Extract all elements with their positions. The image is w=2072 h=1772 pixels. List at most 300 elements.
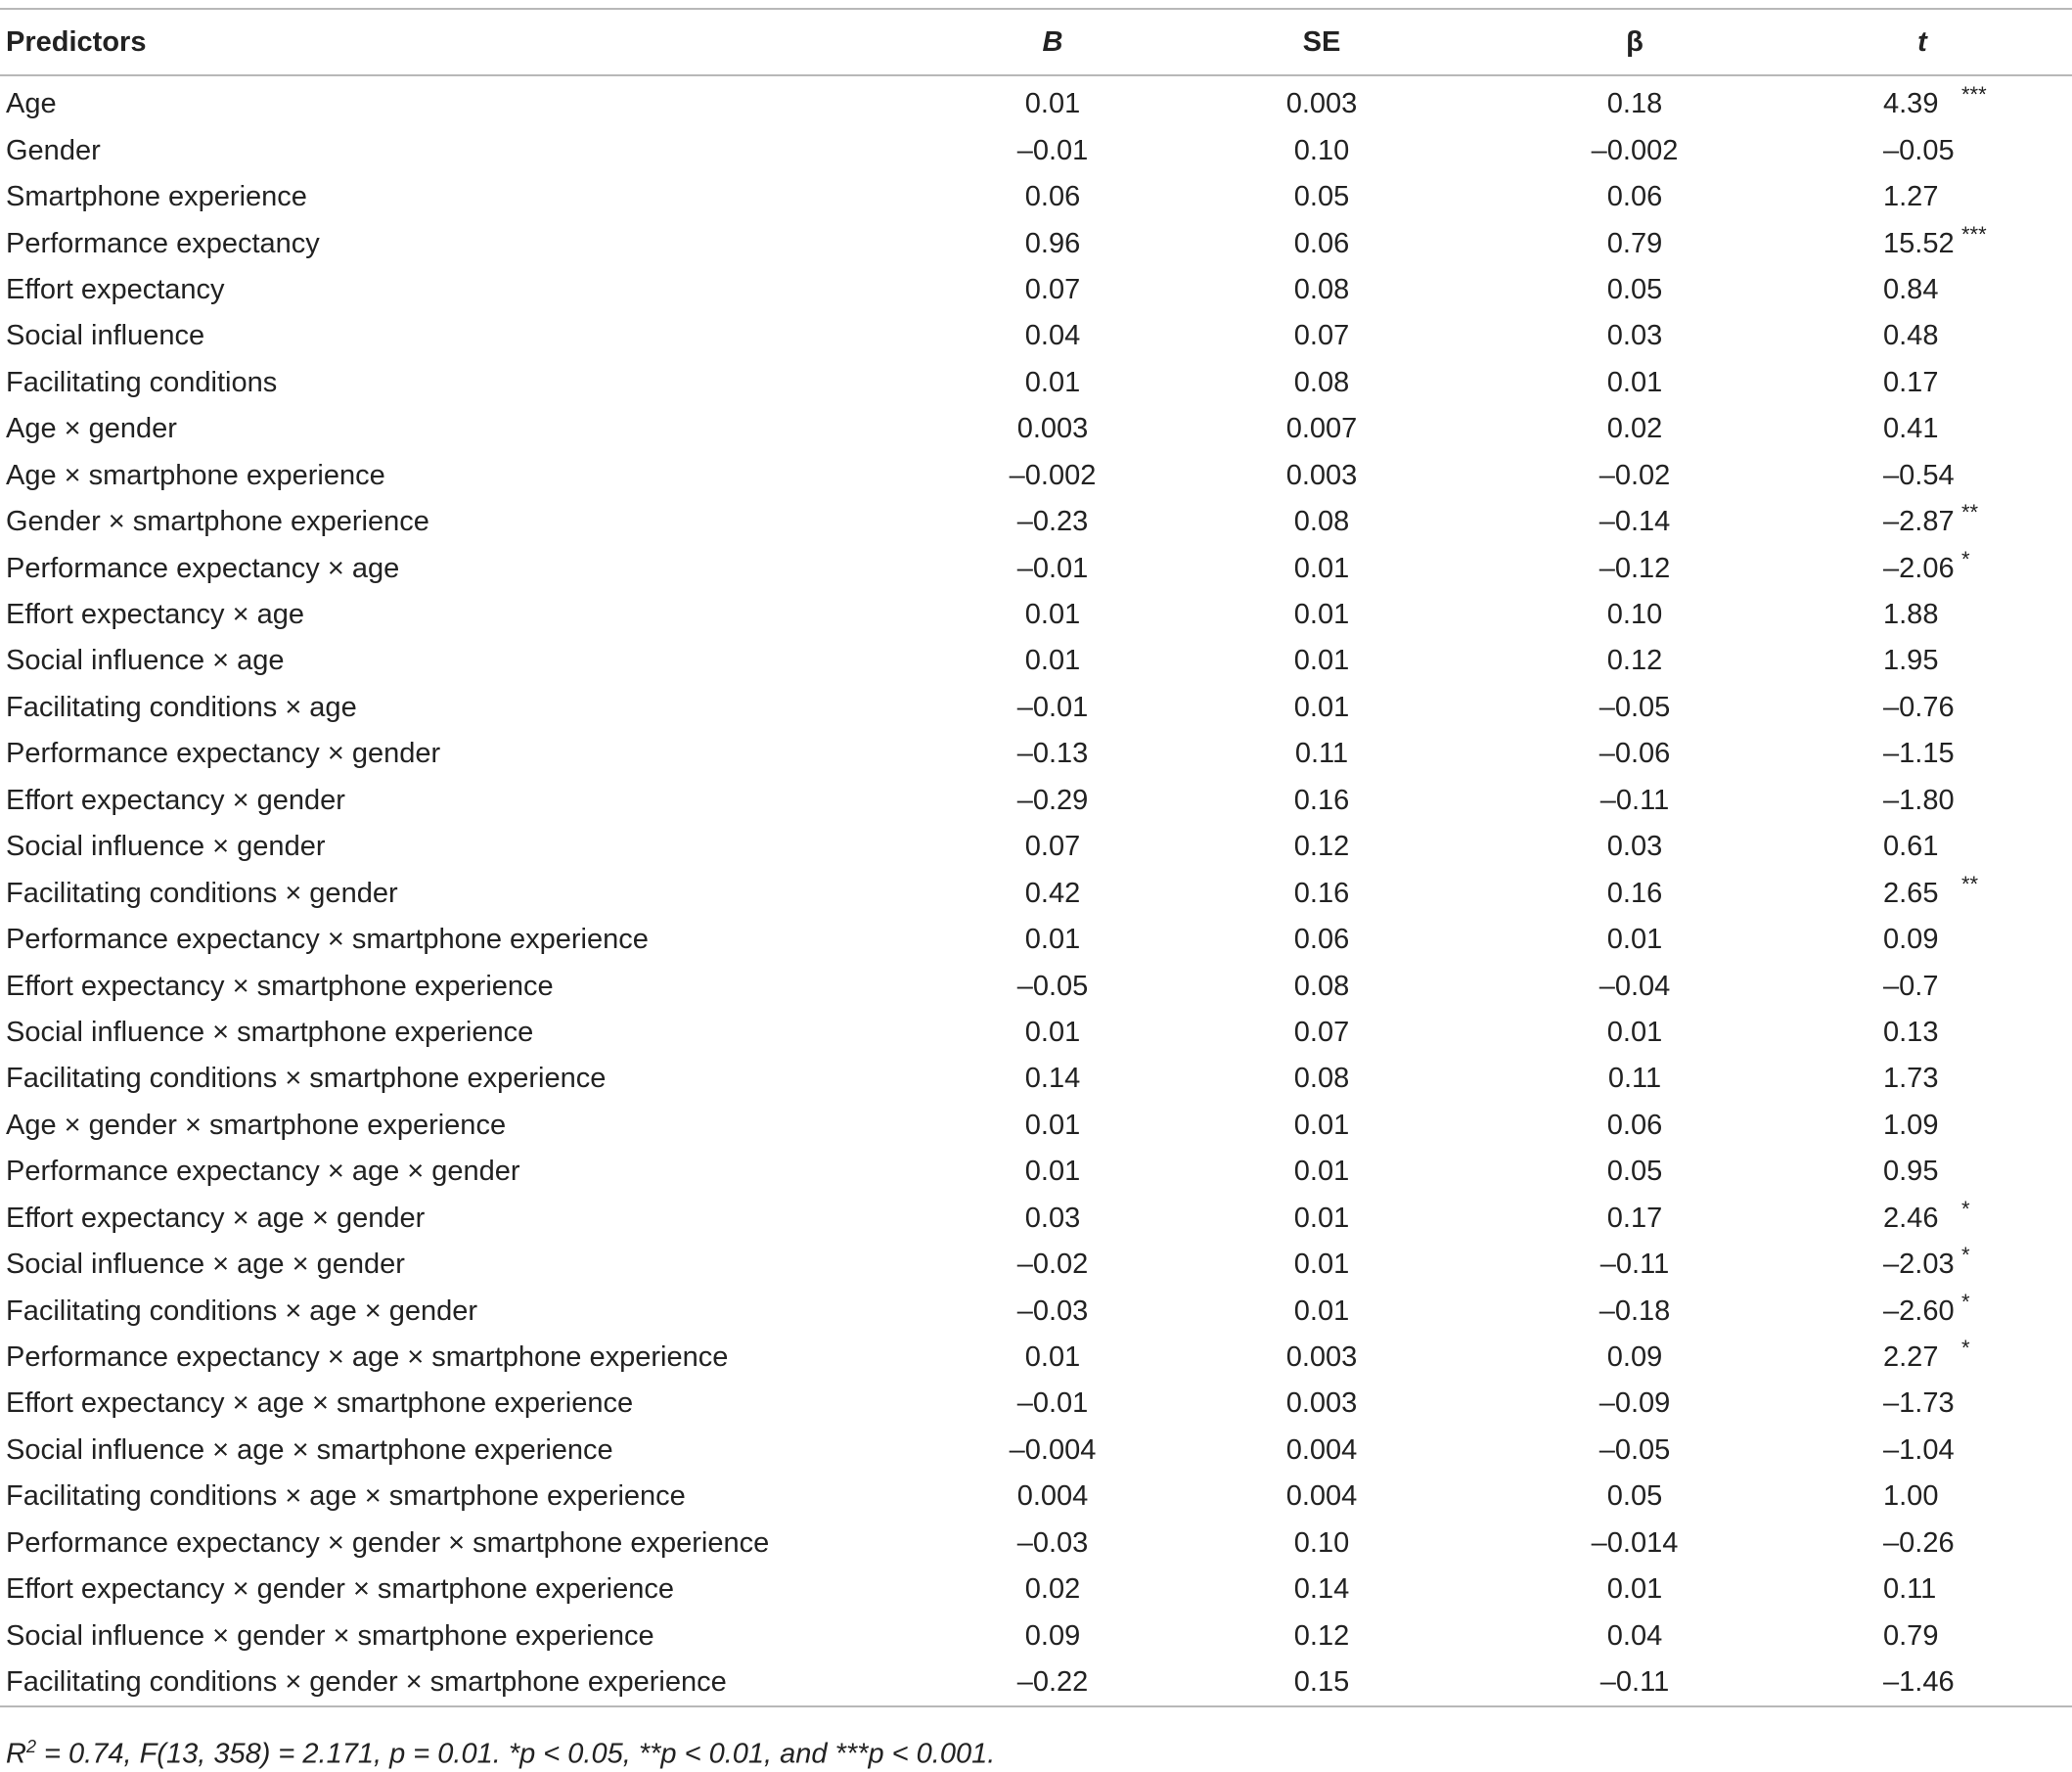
cell-predictor: Social influence × smartphone experience: [6, 1016, 534, 1048]
cell-se: 0.01: [1293, 599, 1350, 631]
cell-beta: 0.16: [1606, 877, 1663, 909]
cell-t: [1767, 499, 2072, 545]
cell-b: 0.01: [1024, 366, 1081, 398]
cell-b: 0.07: [1024, 273, 1081, 305]
cell-b: 0.01: [1024, 924, 1081, 956]
t-value: –1.15: [1883, 738, 1955, 770]
t-value: 2.65: [1883, 877, 1939, 909]
significance-marker: ***: [1961, 82, 1987, 108]
cell-b: –0.03: [1016, 1295, 1089, 1327]
table-row: [0, 917, 2072, 963]
cell-se: 0.01: [1293, 1202, 1350, 1234]
cell-b: 0.01: [1024, 88, 1081, 120]
cell-predictor: Age: [6, 88, 57, 120]
cell-b: 0.06: [1024, 181, 1081, 213]
cell-predictor: Facilitating conditions: [6, 366, 278, 398]
t-value-wrap: [1883, 1620, 1961, 1653]
t-value: 1.09: [1883, 1109, 1939, 1141]
cell-beta: 0.03: [1606, 320, 1663, 352]
header-predictors: Predictors: [6, 25, 147, 58]
cell-beta: –0.05: [1599, 691, 1671, 723]
table-row: [0, 592, 2072, 638]
header-se: SE: [1302, 25, 1341, 58]
cell-se: 0.08: [1293, 970, 1350, 1002]
cell-t: [1767, 1381, 2072, 1427]
t-value-wrap: [1883, 1573, 1961, 1606]
cell-predictor: Performance expectancy × age: [6, 552, 400, 584]
t-value-wrap: [1883, 367, 1961, 399]
t-value-wrap: [1883, 1434, 1961, 1467]
cell-b: 0.96: [1024, 227, 1081, 259]
t-value: 0.41: [1883, 413, 1939, 445]
cell-b: 0.003: [1016, 413, 1089, 445]
table-row: [0, 1196, 2072, 1242]
cell-se: 0.11: [1294, 738, 1349, 770]
header-b: B: [1042, 25, 1063, 58]
t-value-wrap: [1883, 1063, 1961, 1095]
cell-t: [1767, 1242, 2072, 1288]
t-value-wrap: [1883, 460, 1961, 492]
cell-t: [1767, 545, 2072, 591]
table-row: [0, 1521, 2072, 1567]
table-row: [0, 1149, 2072, 1195]
cell-beta: –0.02: [1599, 459, 1671, 491]
header-t: t: [1917, 25, 1927, 58]
table-row: [0, 963, 2072, 1009]
cell-beta: 0.17: [1606, 1202, 1663, 1234]
cell-se: 0.007: [1285, 413, 1358, 445]
table-row: [0, 360, 2072, 406]
cell-se: 0.004: [1285, 1433, 1358, 1466]
t-value: –0.05: [1883, 134, 1955, 166]
table-row: [0, 75, 2072, 127]
table-row: [0, 1428, 2072, 1474]
footnote-r-symbol: R: [6, 1738, 26, 1770]
cell-predictor: Performance expectancy × age × gender: [6, 1156, 520, 1188]
cell-beta: –0.14: [1599, 506, 1671, 538]
t-value-wrap: [1883, 221, 1987, 260]
cell-b: –0.01: [1016, 552, 1089, 584]
t-value: 2.27: [1883, 1341, 1939, 1374]
t-value-wrap: [1883, 413, 1961, 445]
cell-beta: 0.01: [1606, 1573, 1663, 1606]
table-row: [0, 1381, 2072, 1427]
table-row: [0, 1474, 2072, 1520]
cell-predictor: Social influence × gender × smartphone experience: [6, 1619, 654, 1652]
cell-t: [1767, 406, 2072, 452]
t-value: –0.7: [1883, 970, 1939, 1002]
cell-t: [1767, 917, 2072, 963]
cell-b: 0.02: [1024, 1573, 1081, 1606]
cell-b: –0.002: [1009, 459, 1097, 491]
t-value-wrap: [1883, 1156, 1961, 1188]
cell-se: 0.15: [1293, 1666, 1350, 1699]
cell-predictor: Smartphone experience: [6, 181, 307, 213]
table-row: [0, 313, 2072, 359]
table-row: [0, 778, 2072, 824]
cell-b: –0.23: [1016, 506, 1089, 538]
cell-t: [1767, 1103, 2072, 1149]
cell-b: –0.02: [1016, 1249, 1089, 1281]
cell-b: 0.04: [1024, 320, 1081, 352]
cell-beta: 0.05: [1606, 273, 1663, 305]
cell-t: [1767, 1428, 2072, 1474]
cell-predictor: Facilitating conditions × age × smartphone experience: [6, 1480, 686, 1513]
cell-beta: 0.10: [1606, 599, 1663, 631]
cell-beta: –0.002: [1591, 134, 1679, 166]
t-value: –0.76: [1883, 691, 1955, 723]
cell-beta: –0.09: [1599, 1387, 1671, 1420]
cell-se: 0.003: [1285, 1341, 1358, 1374]
cell-t: [1767, 1010, 2072, 1056]
table-row: [0, 545, 2072, 591]
cell-se: 0.004: [1285, 1480, 1358, 1513]
table-row: [0, 453, 2072, 499]
cell-predictor: Performance expectancy × gender: [6, 738, 441, 770]
cell-predictor: Performance expectancy × smartphone experience: [6, 924, 649, 956]
cell-beta: 0.03: [1606, 831, 1663, 863]
cell-se: 0.05: [1293, 181, 1350, 213]
t-value: 1.73: [1883, 1063, 1939, 1095]
t-value-wrap: [1883, 871, 1979, 910]
cell-predictor: Facilitating conditions × gender: [6, 877, 398, 909]
t-value: –1.46: [1883, 1666, 1955, 1699]
table-footnote: [6, 1737, 995, 1771]
cell-t: [1767, 174, 2072, 220]
cell-beta: 0.01: [1606, 1016, 1663, 1048]
table-row: [0, 499, 2072, 545]
significance-marker: *: [1961, 546, 1970, 571]
cell-predictor: Social influence × age: [6, 645, 285, 677]
t-value-wrap: [1883, 785, 1961, 817]
t-value-wrap: [1883, 1110, 1961, 1142]
cell-t: [1767, 1613, 2072, 1658]
cell-predictor: Social influence: [6, 320, 205, 352]
footnote-text: = 0.74, F(13, 358) = 2.171, p = 0.01. *p < 0.05, **p < 0.01, and ***p < 0.001.: [35, 1738, 996, 1770]
cell-se: 0.08: [1293, 366, 1350, 398]
cell-predictor: Facilitating conditions × gender × smartphone experience: [6, 1666, 727, 1699]
t-value: 0.11: [1883, 1573, 1937, 1606]
t-value-wrap: [1883, 1666, 1961, 1699]
table-row: [0, 267, 2072, 313]
cell-beta: –0.11: [1599, 1249, 1670, 1281]
t-value: 1.27: [1883, 181, 1939, 213]
cell-b: 0.42: [1024, 877, 1081, 909]
cell-t: [1767, 870, 2072, 916]
cell-predictor: Effort expectancy × gender × smartphone experience: [6, 1573, 675, 1606]
cell-beta: 0.05: [1606, 1480, 1663, 1513]
cell-t: [1767, 638, 2072, 684]
cell-t: [1767, 313, 2072, 359]
cell-t: [1767, 267, 2072, 313]
cell-beta: –0.12: [1599, 552, 1671, 584]
cell-se: 0.08: [1293, 273, 1350, 305]
cell-beta: 0.06: [1606, 181, 1663, 213]
t-value-wrap: [1883, 692, 1961, 724]
t-value: –0.26: [1883, 1526, 1955, 1559]
t-value: 2.46: [1883, 1202, 1939, 1234]
cell-b: 0.01: [1024, 1341, 1081, 1374]
t-value-wrap: [1883, 181, 1961, 213]
cell-se: 0.08: [1293, 1063, 1350, 1095]
cell-t: [1767, 731, 2072, 777]
t-value: 0.13: [1883, 1016, 1939, 1048]
table-row: [0, 685, 2072, 731]
t-value: –2.87: [1883, 506, 1955, 538]
cell-predictor: Social influence × gender: [6, 831, 326, 863]
table-body: [0, 75, 2072, 1706]
t-value-wrap: [1883, 924, 1961, 956]
cell-se: 0.06: [1293, 924, 1350, 956]
cell-b: 0.01: [1024, 1156, 1081, 1188]
t-value: 0.17: [1883, 366, 1939, 398]
cell-b: 0.01: [1024, 1016, 1081, 1048]
cell-b: –0.01: [1016, 691, 1089, 723]
cell-predictor: Age × smartphone experience: [6, 459, 385, 491]
cell-t: [1767, 1288, 2072, 1334]
table-row: [0, 870, 2072, 916]
table-row: [0, 1335, 2072, 1381]
cell-se: 0.01: [1293, 645, 1350, 677]
table-row: [0, 1103, 2072, 1149]
cell-se: 0.08: [1293, 506, 1350, 538]
t-value: 15.52: [1883, 227, 1955, 259]
t-value-wrap: [1883, 645, 1961, 677]
t-value-wrap: [1883, 1480, 1961, 1513]
cell-se: 0.003: [1285, 1387, 1358, 1420]
significance-marker: *: [1961, 1289, 1970, 1314]
cell-beta: –0.014: [1591, 1526, 1679, 1559]
cell-predictor: Facilitating conditions × smartphone experience: [6, 1063, 607, 1095]
cell-b: –0.13: [1016, 738, 1089, 770]
t-value-wrap: [1883, 1017, 1961, 1049]
cell-b: –0.29: [1016, 784, 1089, 816]
t-value-wrap: [1883, 831, 1961, 863]
table-row: [0, 1613, 2072, 1658]
cell-predictor: Effort expectancy × age × smartphone experience: [6, 1387, 634, 1420]
footnote-r-exponent: 2: [25, 1737, 36, 1756]
t-value-wrap: [1883, 1527, 1961, 1560]
table-row: [0, 1288, 2072, 1334]
cell-b: 0.01: [1024, 645, 1081, 677]
t-value: –2.60: [1883, 1295, 1955, 1327]
cell-predictor: Effort expectancy × gender: [6, 784, 345, 816]
table-row: [0, 1567, 2072, 1613]
regression-table: [0, 8, 2072, 1707]
cell-predictor: Social influence × age × smartphone experience: [6, 1433, 613, 1466]
significance-marker: ***: [1961, 221, 1987, 247]
cell-se: 0.01: [1293, 1249, 1350, 1281]
table-row: [0, 406, 2072, 452]
table-row: [0, 731, 2072, 777]
cell-t: [1767, 220, 2072, 266]
table-row: [0, 174, 2072, 220]
cell-se: 0.06: [1293, 227, 1350, 259]
table-row: [0, 638, 2072, 684]
cell-b: 0.07: [1024, 831, 1081, 863]
header-beta: β: [1626, 25, 1644, 58]
cell-se: 0.12: [1293, 1619, 1350, 1652]
cell-b: 0.09: [1024, 1619, 1081, 1652]
cell-t: [1767, 1335, 2072, 1381]
cell-b: 0.03: [1024, 1202, 1081, 1234]
cell-beta: 0.18: [1606, 88, 1663, 120]
significance-marker: *: [1961, 1336, 1970, 1361]
cell-t: [1767, 75, 2072, 127]
table-row: [0, 127, 2072, 173]
t-value-wrap: [1883, 599, 1961, 631]
cell-b: –0.05: [1016, 970, 1089, 1002]
cell-beta: 0.01: [1606, 366, 1663, 398]
t-value: –1.73: [1883, 1387, 1955, 1420]
cell-predictor: Effort expectancy × age: [6, 599, 304, 631]
cell-t: [1767, 592, 2072, 638]
t-value-wrap: [1883, 82, 1987, 120]
table-row: [0, 1010, 2072, 1056]
cell-predictor: Effort expectancy × age × gender: [6, 1202, 426, 1234]
cell-predictor: Facilitating conditions × age: [6, 691, 357, 723]
cell-predictor: Performance expectancy: [6, 227, 320, 259]
significance-marker: **: [1961, 871, 1979, 896]
cell-se: 0.14: [1293, 1573, 1350, 1606]
cell-predictor: Effort expectancy: [6, 273, 225, 305]
cell-predictor: Gender: [6, 134, 101, 166]
cell-t: [1767, 1567, 2072, 1613]
cell-predictor: Performance expectancy × age × smartphone experience: [6, 1341, 729, 1374]
table-row: [0, 220, 2072, 266]
cell-predictor: Social influence × age × gender: [6, 1249, 405, 1281]
cell-se: 0.01: [1293, 1156, 1350, 1188]
cell-t: [1767, 127, 2072, 173]
cell-se: 0.01: [1293, 552, 1350, 584]
cell-b: 0.14: [1024, 1063, 1081, 1095]
t-value: –1.04: [1883, 1433, 1955, 1466]
t-value-wrap: [1883, 1196, 1970, 1235]
cell-predictor: Gender × smartphone experience: [6, 506, 429, 538]
cell-t: [1767, 685, 2072, 731]
cell-b: 0.004: [1016, 1480, 1089, 1513]
cell-beta: –0.04: [1599, 970, 1671, 1002]
cell-se: 0.01: [1293, 691, 1350, 723]
cell-t: [1767, 453, 2072, 499]
cell-beta: 0.01: [1606, 924, 1663, 956]
cell-beta: –0.18: [1599, 1295, 1671, 1327]
t-value-wrap: [1883, 135, 1961, 167]
cell-beta: 0.02: [1606, 413, 1663, 445]
table-row: [0, 824, 2072, 870]
t-value: –2.06: [1883, 552, 1955, 584]
t-value-wrap: [1883, 1289, 1970, 1328]
cell-se: 0.07: [1293, 320, 1350, 352]
t-value: 0.95: [1883, 1156, 1939, 1188]
cell-b: –0.01: [1016, 1387, 1089, 1420]
cell-se: 0.10: [1293, 1526, 1350, 1559]
cell-t: [1767, 1149, 2072, 1195]
t-value-wrap: [1883, 320, 1961, 352]
cell-t: [1767, 1521, 2072, 1567]
cell-beta: –0.06: [1599, 738, 1671, 770]
cell-se: 0.003: [1285, 459, 1358, 491]
t-value: 0.84: [1883, 273, 1939, 305]
t-value: 0.79: [1883, 1619, 1939, 1652]
t-value: 0.09: [1883, 924, 1939, 956]
t-value-wrap: [1883, 546, 1970, 585]
cell-t: [1767, 1056, 2072, 1102]
cell-se: 0.01: [1293, 1295, 1350, 1327]
significance-marker: **: [1961, 500, 1979, 525]
significance-marker: *: [1961, 1243, 1970, 1268]
cell-predictor: Age × gender: [6, 413, 177, 445]
cell-se: 0.12: [1293, 831, 1350, 863]
t-value-wrap: [1883, 1387, 1961, 1420]
header-row: [0, 9, 2072, 75]
cell-t: [1767, 1474, 2072, 1520]
cell-se: 0.07: [1293, 1016, 1350, 1048]
table-header: [0, 9, 2072, 75]
significance-marker: *: [1961, 1196, 1970, 1221]
t-value-wrap: [1883, 1336, 1970, 1374]
cell-t: [1767, 963, 2072, 1009]
table-row: [0, 1242, 2072, 1288]
cell-t: [1767, 1659, 2072, 1706]
cell-se: 0.16: [1293, 877, 1350, 909]
t-value-wrap: [1883, 1243, 1970, 1281]
cell-b: 0.01: [1024, 599, 1081, 631]
t-value: 1.00: [1883, 1480, 1939, 1513]
t-value: 1.88: [1883, 599, 1939, 631]
table-row: [0, 1056, 2072, 1102]
cell-se: 0.003: [1285, 88, 1358, 120]
cell-beta: 0.05: [1606, 1156, 1663, 1188]
cell-predictor: Effort expectancy × smartphone experience: [6, 970, 554, 1002]
t-value-wrap: [1883, 738, 1961, 770]
cell-b: –0.004: [1009, 1433, 1097, 1466]
cell-b: –0.03: [1016, 1526, 1089, 1559]
t-value: –1.80: [1883, 784, 1955, 816]
cell-beta: 0.06: [1606, 1109, 1663, 1141]
cell-se: 0.16: [1293, 784, 1350, 816]
cell-beta: 0.04: [1606, 1619, 1663, 1652]
table-row: [0, 1659, 2072, 1706]
cell-beta: –0.11: [1599, 784, 1670, 816]
cell-beta: –0.11: [1599, 1666, 1670, 1699]
cell-predictor: Performance expectancy × gender × smartphone experience: [6, 1526, 770, 1559]
cell-beta: 0.09: [1606, 1341, 1663, 1374]
t-value-wrap: [1883, 971, 1961, 1003]
cell-beta: 0.12: [1606, 645, 1663, 677]
cell-se: 0.01: [1293, 1109, 1350, 1141]
cell-predictor: Age × gender × smartphone experience: [6, 1109, 507, 1141]
cell-predictor: Facilitating conditions × age × gender: [6, 1295, 478, 1327]
cell-beta: 0.79: [1606, 227, 1663, 259]
t-value-wrap: [1883, 500, 1979, 538]
cell-beta: 0.11: [1607, 1063, 1662, 1095]
t-value: 0.61: [1883, 831, 1939, 863]
cell-t: [1767, 824, 2072, 870]
t-value: –2.03: [1883, 1249, 1955, 1281]
cell-b: –0.01: [1016, 134, 1089, 166]
t-value-wrap: [1883, 274, 1961, 306]
cell-se: 0.10: [1293, 134, 1350, 166]
cell-b: –0.22: [1016, 1666, 1089, 1699]
t-value: 0.48: [1883, 320, 1939, 352]
cell-beta: –0.05: [1599, 1433, 1671, 1466]
t-value: 4.39: [1883, 88, 1939, 120]
t-value: –0.54: [1883, 459, 1955, 491]
t-value: 1.95: [1883, 645, 1939, 677]
cell-t: [1767, 1196, 2072, 1242]
cell-b: 0.01: [1024, 1109, 1081, 1141]
